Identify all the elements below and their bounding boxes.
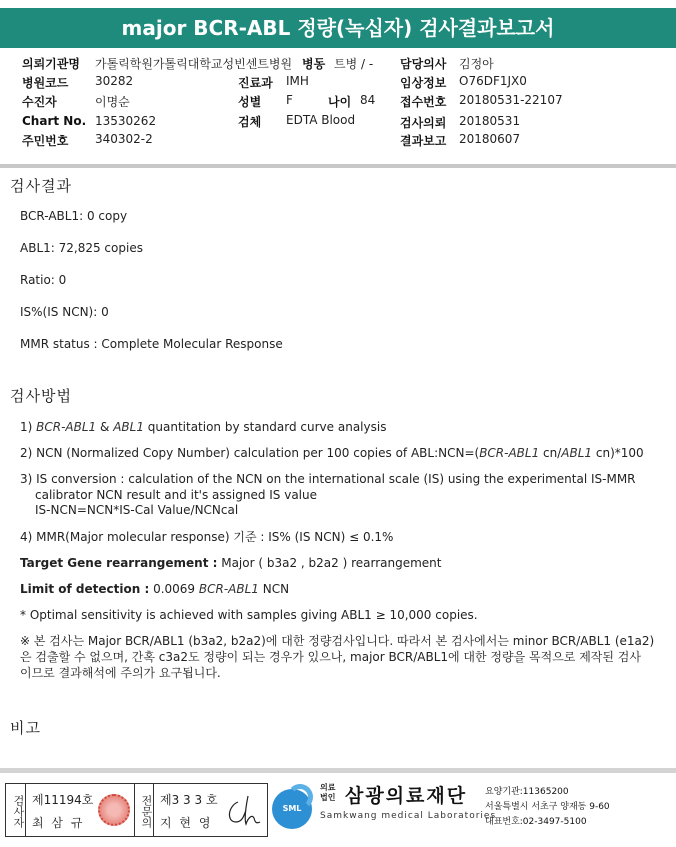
ward-label: 병동 [302, 57, 326, 71]
logo-swirl-icon [287, 784, 313, 810]
result-abl1: ABL1: 72,825 copies [20, 241, 143, 255]
result-bcr-abl1: BCR-ABL1: 0 copy [20, 209, 128, 223]
chart-label: Chart No. [22, 114, 87, 128]
age-value: 84 [360, 93, 376, 107]
report-date-value: 20180607 [459, 132, 521, 146]
specimen-value: EDTA Blood [286, 113, 356, 127]
patient-info [0, 52, 676, 164]
org-address: 서울특별시 서초구 양재동 9-60 [485, 802, 610, 812]
hospital-code-value: 30282 [95, 74, 134, 88]
remarks-heading: 비고 [10, 719, 41, 737]
reviewer-label: 전문의 [134, 784, 154, 836]
result-ratio: Ratio: 0 [20, 273, 67, 287]
institution-value: 가톨릭학원가톨릭대학교성빈센트병원 [95, 57, 293, 71]
footer [0, 781, 676, 841]
org-type-top: 의료 [320, 783, 336, 792]
clinical-info-label: 임상정보 [400, 76, 447, 90]
age-label: 나이 [328, 95, 352, 109]
method-step-2 [20, 445, 644, 461]
report-date-label: 결과보고 [400, 134, 447, 148]
lod-value: 0.0069 [149, 582, 199, 596]
method-1-amp: & [96, 420, 114, 434]
doctor-value: 김정아 [459, 57, 494, 71]
dept-value: IMH [286, 74, 309, 88]
receipt-label: 접수번호 [400, 95, 447, 109]
clinical-info-value: O76DF1JX0 [459, 74, 527, 88]
signature-icon [224, 792, 264, 830]
org-info [485, 785, 610, 830]
institution-label: 의뢰기관명 [22, 57, 80, 71]
sex-label: 성별 [238, 95, 262, 109]
receipt-value: 20180531-22107 [459, 93, 563, 107]
sensitivity-note: * Optimal sensitivity is achieved with samples giving ABL1 ≥ 10,000 copies. [20, 608, 478, 622]
org-code: 요양기관:11365200 [485, 787, 569, 797]
target-value: Major ( b3a2 , b2a2 ) rearrangement [217, 556, 442, 570]
report-title: major BCR-ABL 정량(녹십자) 검사결과보고서 [0, 8, 676, 48]
method-1-prefix: 1) [20, 420, 37, 434]
org-name: 삼광의료재단 [345, 785, 468, 807]
method-1-gene2: ABL1 [113, 420, 144, 434]
note-line-3: 이므로 결과해석에 주의가 요구됩니다. [20, 666, 221, 680]
result-mmr: MMR status : Complete Molecular Response [20, 337, 283, 351]
resident-label: 주민번호 [22, 134, 69, 148]
dept-label: 진료과 [238, 76, 273, 90]
method-2-prefix: 2) NCN (Normalized Copy Number) calculation per 100 copies of ABL:NCN=( [20, 446, 480, 460]
lod-label: Limit of detection : [20, 582, 150, 596]
org-type [320, 783, 335, 803]
patient-label: 수진자 [22, 95, 57, 109]
result-is: IS%(IS NCN): 0 [20, 305, 109, 319]
logo-icon: SML [272, 789, 312, 829]
reviewer-name: 지 현 영 [160, 816, 213, 830]
org-type-bottom: 법인 [320, 793, 336, 802]
signature-box [5, 783, 268, 837]
results-heading: 검사결과 [10, 177, 72, 195]
request-value: 20180531 [459, 114, 521, 128]
request-label: 검사의뢰 [400, 116, 447, 130]
target-gene [20, 555, 442, 571]
method-2-gene1: BCR-ABL1 [479, 446, 540, 460]
method-1-rest: quantitation by standard curve analysis [143, 420, 387, 434]
method-2-gene2: ABL1 [561, 446, 593, 460]
method-step-3-line3: IS-NCN=NCN*IS-Cal Value/NCNcal [35, 503, 239, 517]
org-phone: 대표번호:02-3497-5100 [485, 817, 587, 827]
chart-value: 13530262 [95, 114, 157, 128]
method-step-1 [20, 419, 386, 435]
org-english-name: Samkwang medical Laboratories [320, 811, 497, 821]
limit-of-detection [20, 581, 289, 597]
examiner-license: 제11194호 [32, 793, 94, 807]
method-1-gene1: BCR-ABL1 [36, 420, 97, 434]
patient-value: 이명순 [95, 95, 130, 109]
doctor-label: 담당의사 [400, 57, 447, 71]
divider [0, 164, 676, 168]
note-line-1: ※ 본 검사는 Major BCR/ABL1 (b3a2, b2a2)에 대한 정량검사입니다. 따라서 본 검사에서는 minor BCR/ABL1 (e1a2) [20, 634, 655, 648]
examiner-name: 최 삼 규 [32, 816, 85, 830]
ward-value: 트병 / - [334, 57, 374, 71]
method-step-3-line2: calibrator NCN result and it's assigned IS value [35, 488, 317, 502]
seal-stamp-icon [98, 794, 130, 826]
lod-unit: NCN [258, 582, 290, 596]
resident-value: 340302-2 [95, 132, 153, 146]
note-line-2: 은 검출할 수 없으며, 간혹 c3a2도 정량이 되는 경우가 있으나, major BCR/ABL1에 대한 정량을 목적으로 제작된 검사 [20, 650, 641, 664]
target-label: Target Gene rearrangement : [20, 556, 218, 570]
method-step-3-line1: 3) IS conversion : calculation of the NCN on the international scale (IS) using the experimental IS-MMR [20, 472, 636, 486]
method-heading: 검사방법 [10, 387, 72, 405]
specimen-label: 검체 [238, 115, 262, 129]
method-step-4: 4) MMR(Major molecular response) 기준 : IS% (IS NCN) ≤ 0.1% [20, 530, 394, 544]
method-2-suffix: cn)*100 [592, 446, 644, 460]
lod-gene: BCR-ABL1 [198, 582, 259, 596]
examiner-label: 검사자 [6, 784, 26, 836]
bottom-divider [0, 768, 676, 773]
reviewer-license: 제3 3 3 호 [160, 793, 218, 807]
hospital-code-label: 병원코드 [22, 76, 69, 90]
method-2-mid: cn/ [539, 446, 562, 460]
sex-value: F [286, 93, 293, 107]
